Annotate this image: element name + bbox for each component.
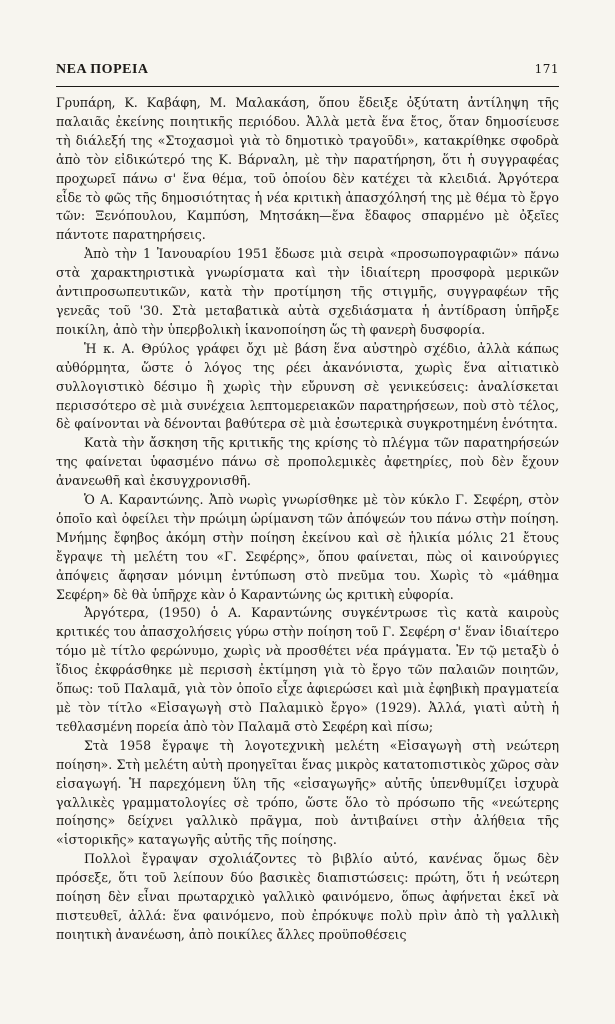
page-number: 171 bbox=[534, 62, 559, 76]
paragraph: Γρυπάρη, Κ. Καβάφη, Μ. Μαλακάση, ὅπου ἔδειξε ὀξύτατη ἀντίληψη τῆς παλαιᾶς ἐκείνης ποιητικῆς περιόδου. Ἀλλὰ μετὰ ἕνα ἔτος, ὅταν δημοσίευσε τὴ διάλεξή της «Στοχασμοὶ γιὰ τὸ δημοτικὸ τραγοῦδι», κατακρίθηκε σφοδρὰ ἀπὸ τὸν εἰδικώτερό της Κ. Βάρναλη, μὲ τὴν παρατήρηση, ὅτι ἡ συγγραφέας προχωρεῖ πάνω σ' ἕνα θέμα, τοῦ ὁποίου δὲν κατέχει τὰ κλειδιά. Ἀργότερα εἶδε τὸ φῶς τῆς δημοσιότητας ἡ νέα κριτικὴ ἀπασχόλησή της μὲ θέμα τὸ ἔργο τῶν: Ξενόπουλου, Καμπύση, Μητσάκη—ἕνα ἔδαφος σπαρμένο μὲ ὀξεῖες πάντοτε παρατηρήσεις. bbox=[56, 95, 559, 243]
paragraph: Στὰ 1958 ἔγραψε τὴ λογοτεχνικὴ μελέτη «Εἰσαγωγὴ στὴ νεώτερη ποίηση». Στὴ μελέτη αὐτὴ προηγεῖται ἕνας μικρὸς κατατοπιστικὸς χῶρος σὰν εἰσαγωγή. Ἡ παρεχόμενη ὕλη τῆς «εἰσαγωγῆς» αὐτῆς ὑπενθυμίζει ἰσχυρὰ γαλλικὲς γραμματολογίες σὲ τρόπο, ὥστε ὅλο τὸ πρόσωπο τῆς «νεώτερης ποίησης» δείχνει γαλλικὸ πρᾶγμα, ποὺ ἀντιβαίνει στὴν ἀλήθεια τῆς «ἱστορικῆς» καταγωγῆς αὐτῆς τῆς ποίησης. bbox=[56, 737, 559, 848]
paragraph: Ὁ Α. Καραντώνης. Ἀπὸ νωρὶς γνωρίσθηκε μὲ τὸν κύκλο Γ. Σεφέρη, στὸν ὁποῖο καὶ ὀφείλει τὴν πρώιμη ὡρίμανση τῶν ἀπόψεών του πάνω στὴν ποίηση. Μνήμης ἔφηβος ἀκόμη στὴν ποίηση ἐκείνου καὶ σὲ ἡλικία μόλις 21 ἔτους ἔγραψε τὴ μελέτη του «Γ. Σεφέρης», ὅπου φαίνεται, πὼς οἱ καινούργιες ἀπόψεις ἄφησαν μόνιμη ἐντύπωση στὸ πνεῦμα του. Χωρὶς τὸ «μάθημα Σεφέρη» δὲ θὰ ὑπῆρχε κὰν ὁ Καραντώνης ὡς κριτικὴ εὐφορία. bbox=[56, 492, 559, 602]
paragraph: Κατὰ τὴν ἄσκηση τῆς κριτικῆς της κρίσης τὸ πλέγμα τῶν παρατηρήσεών της φαίνεται ὑφασμένο πάνω σὲ προπολεμικὲς ἀφετηρίες, ποὺ δὲν ἔχουν ἀνανεωθῆ καὶ ἐκσυγχρονισθῆ. bbox=[56, 435, 559, 489]
paragraph: Πολλοὶ ἔγραψαν σχολιάζοντες τὸ βιβλίο αὐτό, κανένας ὅμως δὲν πρόσεξε, ὅτι τοῦ λείπουν δύο βασικὲς διαπιστώσεις: πρώτη, ὅτι ἡ νεώτερη ποίηση δὲν εἶναι πρωταρχικὸ γαλλικὸ φαινόμενο, ὅπως ἀφήνεται ἐκεῖ νὰ πιστευθεῖ, ἀλλά: ἕνα φαινόμενο, ποὺ ἐπρόκυψε πολὺ πρὶν ἀπὸ τὴ γαλλικὴ ποιητικὴ ἀνανέωση, ἀπὸ ποικίλες ἄλλες προϋποθέσεις bbox=[56, 851, 559, 942]
journal-title: ΝΕΑ ΠΟΡΕΙΑ bbox=[56, 62, 149, 77]
header-rule bbox=[56, 86, 559, 87]
paragraph: Ἀργότερα, (1950) ὁ Α. Καραντώνης συγκέντρωσε τὶς κατὰ καιροὺς κριτικές του ἀπασχολήσεις γύρω στὴν ποίηση τοῦ Γ. Σεφέρη σ' ἕναν ἰδιαίτερο τόμο μὲ τίτλο φερώνυμο, χωρὶς νὰ προσθέτει νέα πράγματα. Ἐν τῷ μεταξὺ ὁ ἴδιος ἐκφράσθηκε μὲ περισσὴ ἐκτίμηση γιὰ τὸ ἔργο τῶν παλαιῶν ποιητῶν, ὅπως: τοῦ Παλαμᾶ, γιὰ τὸν ὁποῖο εἶχε ἀφιερώσει καὶ μιὰ ἐφηβικὴ πραγματεία μὲ τὸν τίτλο «Εἰσαγωγὴ στὸ Παλαμικὸ ἔργο» (1929). Ἀλλά, γιατὶ αὐτὴ ἡ τεθλασμένη πορεία ἀπὸ τὸν Παλαμᾶ στὸ Σεφέρη καὶ πίσω; bbox=[56, 605, 559, 734]
running-header bbox=[56, 62, 559, 78]
article-body bbox=[56, 94, 559, 945]
paragraph: Ἡ κ. Α. Θρύλος γράφει ὄχι μὲ βάση ἕνα αὐστηρὸ σχέδιο, ἀλλὰ κάπως αὐθόρμητα, ὥστε ὁ λόγος της ρέει ἀκανόνιστα, χωρὶς ἕνα αἰτιατικὸ συλλογιστικὸ δέσιμο ἢ χωρὶς τὴν εὔρυνση σὲ γενικεύσεις: ἀναλίσκεται περισσότερο σὲ μιὰ συνέχεια λεπτομερειακῶν παρατηρήσεων, ποὺ στὸ τέλος, δὲ φαίνονται νὰ δένονται βαθύτερα σὲ μιὰ ἐσωτερικὰ συγκροτημένη ἑνότητα. bbox=[56, 340, 559, 432]
paragraph: Ἀπὸ τὴν 1 Ἰανουαρίου 1951 ἔδωσε μιὰ σειρὰ «προσωπογραφιῶν» πάνω στὰ χαρακτηριστικὰ γνωρίσματα καὶ τὴν ἰδιαίτερη προσφορὰ μερικῶν ἀντιπροσωπευτικῶν, κατὰ τὴν προτίμηση τῆς στιγμῆς, συγγραφέων τῆς γενεᾶς τοῦ '30. Στὰ μεταβατικὰ αὐτὰ σχεδιάσματα ἡ ἀντίδραση ὑπῆρξε ποικίλη, ἀπὸ τὴν ὑπερβολικὴ ἱκανοποίηση ὥς τὴ φανερὴ δυσφορία. bbox=[56, 246, 559, 337]
